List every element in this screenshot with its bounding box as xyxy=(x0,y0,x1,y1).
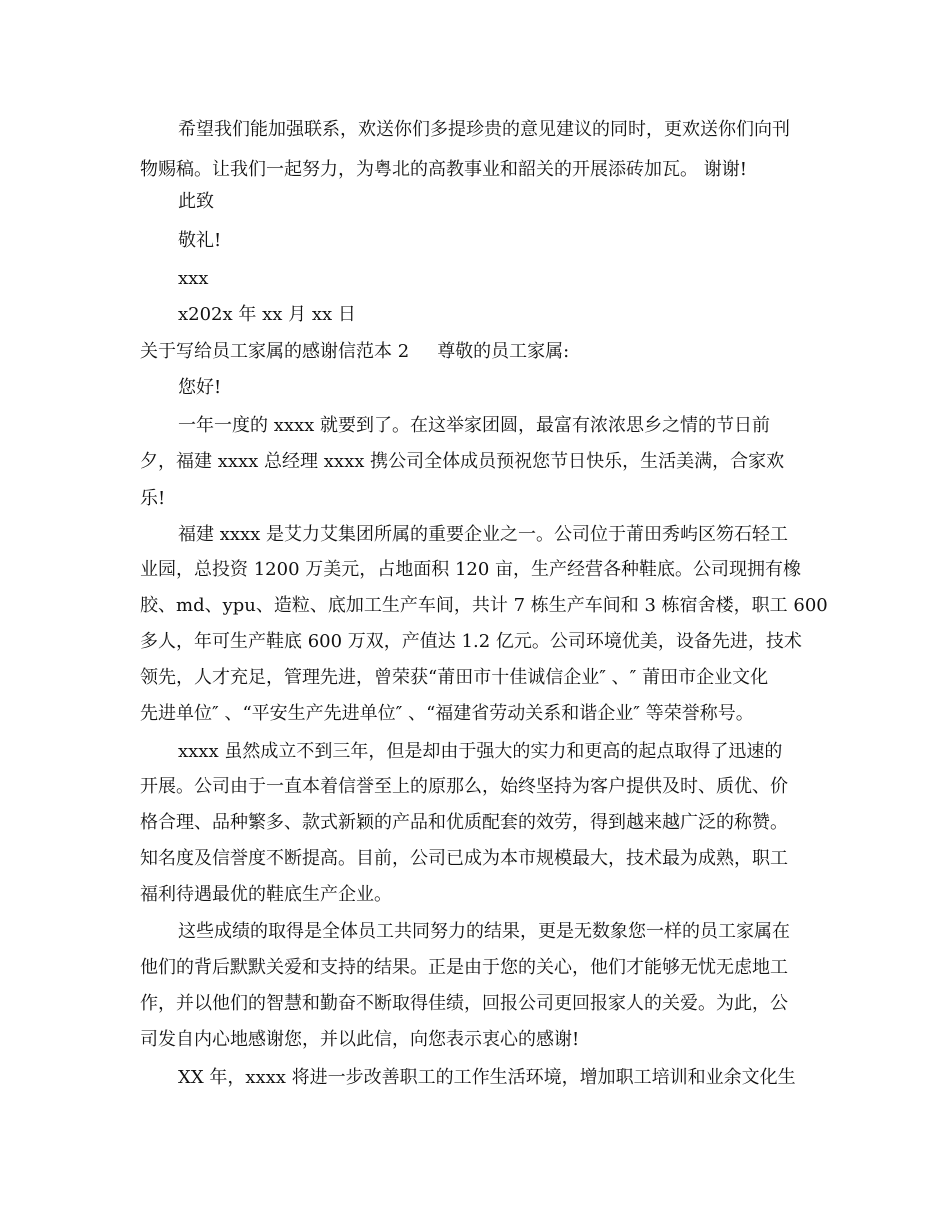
paragraph-line: xxxx 虽然成立不到三年，但是却由于强大的实力和更高的起点取得了迅速的 xyxy=(178,741,783,762)
paragraph-line: 先进单位″ 、“平安生产先进单位″ 、“福建省劳动关系和谐企业″ 等荣誉称号。 xyxy=(140,703,754,724)
paragraph-line: 格合理、品种繁多、款式新颖的产品和优质配套的效劳，得到越来越广泛的称赞。 xyxy=(140,812,788,833)
paragraph-line: 这些成绩的取得是全体员工共同努力的结果，更是无数象您一样的员工家属在 xyxy=(178,921,790,942)
paragraph-line: 知名度及信誉度不断提高。目前，公司已成为本市规模最大，技术最为成熟，职工 xyxy=(140,848,788,869)
paragraph-line: 希望我们能加强联系，欢送你们多提珍贵的意见建议的同时，更欢送你们向刊 xyxy=(178,119,790,140)
sender-name: xxx xyxy=(178,268,209,289)
paragraph-line: 福利待遇最优的鞋底生产企业。 xyxy=(140,884,392,905)
paragraph-line: 司发自内心地感谢您，并以此信，向您表示衷心的感谢! xyxy=(140,1029,580,1050)
closing-line: 敬礼! xyxy=(178,230,222,251)
paragraph-line: 乐! xyxy=(140,488,166,509)
paragraph-line: 福建 xxxx 是艾力艾集团所属的重要企业之一。公司位于莆田秀屿区笏石轻工 xyxy=(178,524,789,545)
paragraph-line: 夕，福建 xxxx 总经理 xxxx 携公司全体成员预祝您节日快乐，生活美满，合家欢 xyxy=(140,451,785,472)
paragraph-line: 他们的背后默默关爱和支持的结果。正是由于您的关心，他们才能够无忧无虑地工 xyxy=(140,957,788,978)
paragraph-line: 多人，年可生产鞋底 600 万双，产值达 1.2 亿元。公司环境优美，设备先进，技术 xyxy=(140,631,802,652)
paragraph-line: 业园，总投资 1200 万美元，占地面积 120 亩，生产经营各种鞋底。公司现拥有橡 xyxy=(140,559,802,580)
letter-date: x202x 年 xx 月 xx 日 xyxy=(178,304,356,325)
paragraph-line: 领先，人才充足，管理先进，曾荣获“莆田市十佳诚信企业″ 、″ 莆田市企业文化 xyxy=(140,667,769,688)
paragraph-line: 胶、md、ypu、造粒、底加工生产车间，共计 7 栋生产车间和 3 栋宿舍楼，职工 600 xyxy=(140,595,828,616)
greeting: 您好! xyxy=(178,377,222,398)
section-heading xyxy=(140,340,569,364)
paragraph-line: 一年一度的 xxxx 就要到了。在这举家团圆，最富有浓浓思乡之情的节日前 xyxy=(178,415,771,436)
paragraph-line: 作，并以他们的智慧和勤奋不断取得佳绩，回报公司更回报家人的关爱。为此，公 xyxy=(140,993,788,1014)
section-title: 关于写给员工家属的感谢信范本 2 xyxy=(140,341,410,362)
paragraph-line: 开展。公司由于一直本着信誉至上的原那么，始终坚持为客户提供及时、质优、价 xyxy=(140,776,788,797)
salutation: 尊敬的员工家属: xyxy=(437,341,570,362)
paragraph-line: 物赐稿。让我们一起努力，为粤北的高教事业和韶关的开展添砖加瓦。 谢谢! xyxy=(140,159,747,180)
paragraph-line: XX 年，xxxx 将进一步改善职工的工作生活环境，增加职工培训和业余文化生 xyxy=(178,1067,796,1088)
closing-line: 此致 xyxy=(178,191,214,212)
